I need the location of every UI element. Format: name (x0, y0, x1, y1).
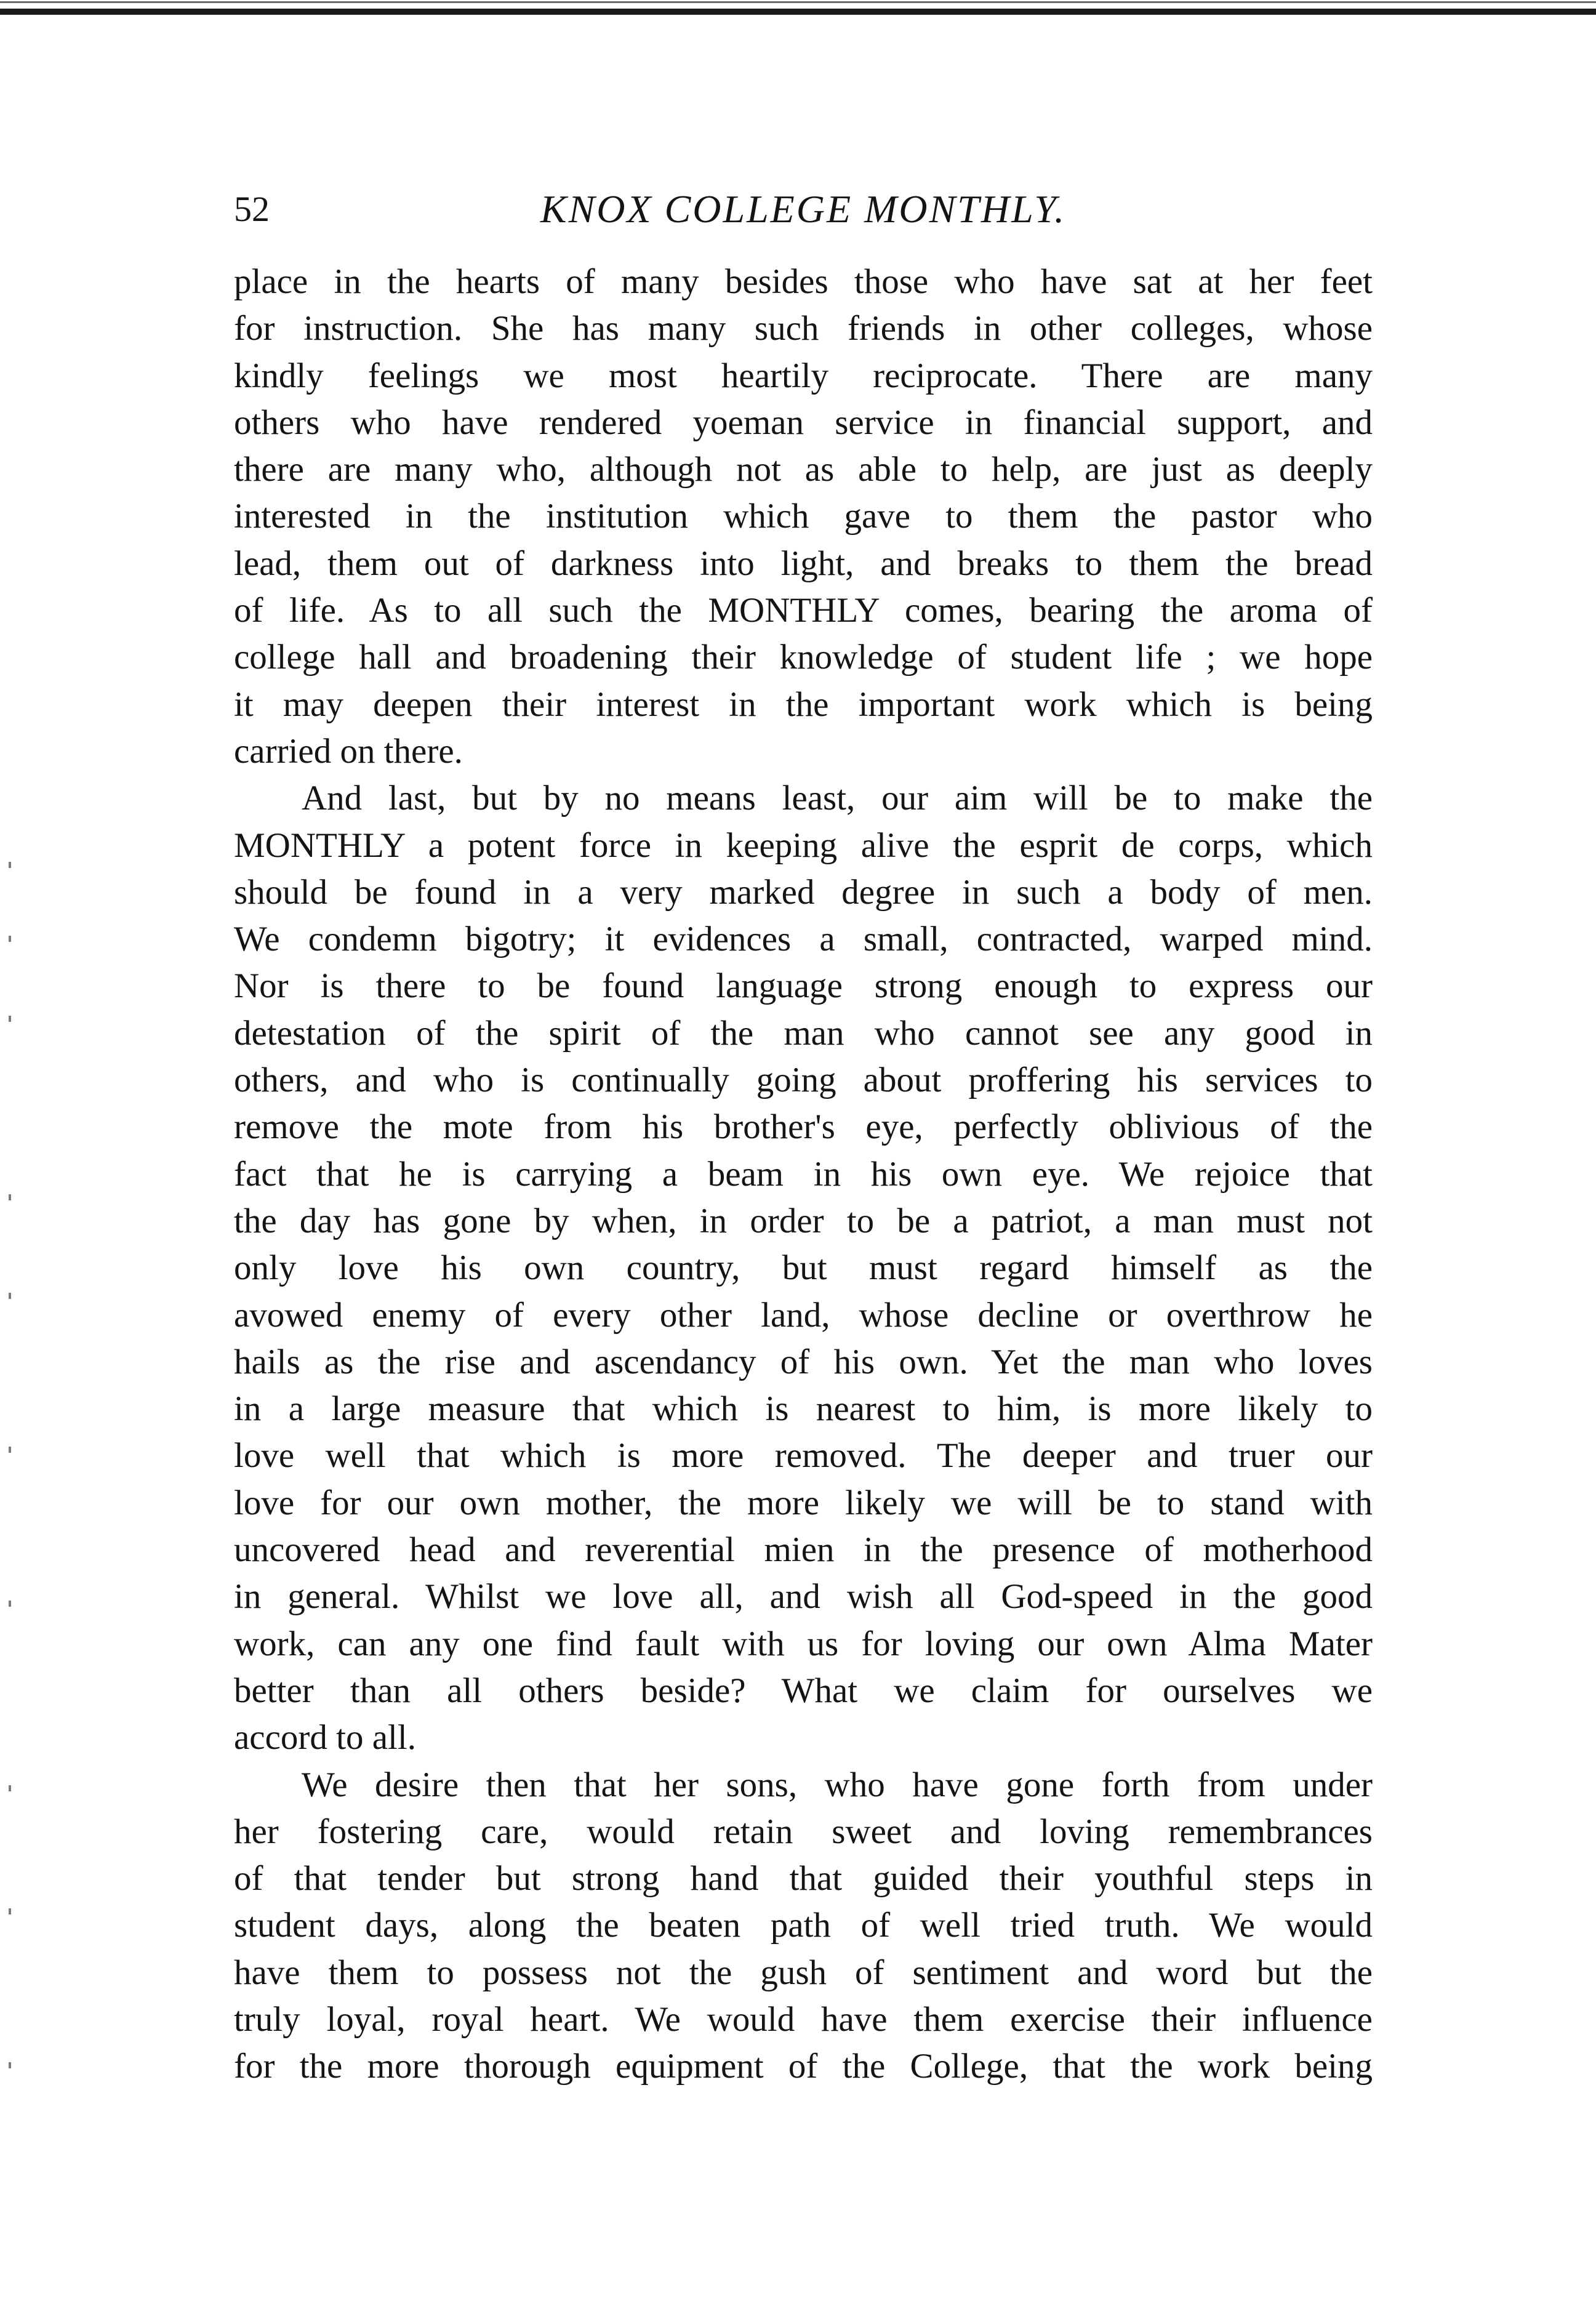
text-line: there are many who, although not as able to help, are just as deeply (234, 450, 1373, 489)
text-line: truly loyal, royal heart. We would have them exercise their influence (234, 1999, 1373, 2039)
text-line: remove the mote from his brother's eye, perfectly oblivious of the (234, 1107, 1373, 1147)
margin-speck (9, 862, 11, 868)
margin-speck (9, 1785, 11, 1791)
text-line: accord to all. (234, 1718, 416, 1758)
text-line: for instruction. She has many such friends in other colleges, whose (234, 309, 1373, 348)
text-line: fact that he is carrying a beam in his own eye. We rejoice that (234, 1154, 1373, 1194)
margin-speck (9, 1293, 11, 1299)
text-line: should be found in a very marked degree in such a body of men. (234, 872, 1373, 912)
text-line: work, can any one find fault with us for loving our own Alma Mater (234, 1624, 1373, 1663)
text-line: her fostering care, would retain sweet and loving remembrances (234, 1812, 1373, 1851)
text-line: avowed enemy of every other land, whose decline or overthrow he (234, 1295, 1373, 1335)
margin-speck (9, 1908, 11, 1914)
text-line: others, and who is continually going about proffering his services to (234, 1061, 1373, 1100)
margin-speck (9, 1194, 11, 1200)
journal-title: KNOX COLLEGE MONTHLY. (540, 187, 1067, 231)
text-line: others who have rendered yoeman service in financial support, and (234, 403, 1373, 442)
running-head (234, 185, 1373, 234)
text-line: in a large measure that which is nearest to him, is more likely to (234, 1389, 1373, 1429)
text-line: carried on there. (234, 731, 463, 771)
text-line: it may deepen their interest in the important work which is being (234, 685, 1373, 724)
text-line: Nor is there to be found language strong enough to express our (234, 966, 1373, 1006)
text-line: place in the hearts of many besides those who have sat at her feet (234, 262, 1373, 301)
text-line: have them to possess not the gush of sentiment and word but the (234, 1953, 1373, 1992)
text-line: love well that which is more removed. The deeper and truer our (234, 1436, 1373, 1476)
text-line: We condemn bigotry; it evidences a small, contracted, warped mind. (234, 920, 1373, 959)
text-line: better than all others beside? What we claim for ourselves we (234, 1671, 1373, 1710)
text-line: We desire then that her sons, who have gone forth from under (302, 1765, 1373, 1804)
text-line: the day has gone by when, in order to be a patriot, a man must not (234, 1201, 1373, 1240)
margin-speck (9, 936, 11, 942)
text-line: uncovered head and reverential mien in the presence of motherhood (234, 1530, 1373, 1570)
text-line: of that tender but strong hand that guided their youthful steps in (234, 1859, 1373, 1898)
text-line: college hall and broadening their knowledge of student life ; we hope (234, 638, 1373, 677)
margin-speck (9, 1447, 11, 1453)
text-line: MONTHLY a potent force in keeping alive the esprit de corps, which (234, 826, 1373, 865)
text-line: love for our own mother, the more likely we will be to stand with (234, 1483, 1373, 1522)
text-line: lead, them out of darkness into light, and breaks to them the bread (234, 544, 1373, 583)
text-line: student days, along the beaten path of well tried truth. We would (234, 1906, 1373, 1945)
text-line: interested in the institution which gave to them the pastor who (234, 497, 1373, 536)
text-line: kindly feelings we most heartily reciprocate. There are many (234, 356, 1373, 395)
text-line: in general. Whilst we love all, and wish all God-speed in the good (234, 1577, 1373, 1617)
text-line: of life. As to all such the MONTHLY comes, bearing the aroma of (234, 591, 1373, 630)
top-edge-line (0, 1, 1596, 3)
margin-speck (9, 1016, 11, 1022)
body-text (234, 259, 1373, 2091)
text-line: for the more thorough equipment of the College, that the work being (234, 2047, 1373, 2086)
text-line: hails as the rise and ascendancy of his own. Yet the man who loves (234, 1342, 1373, 1381)
top-border-rule (0, 9, 1596, 15)
text-line: detestation of the spirit of the man who cannot see any good in (234, 1013, 1373, 1053)
text-line: And last, but by no means least, our aim will be to make the (302, 779, 1373, 818)
margin-speck (9, 2062, 11, 2068)
page-number: 52 (234, 189, 270, 229)
margin-speck (9, 1601, 11, 1607)
scan-margin-specks (9, 862, 15, 2216)
text-line: only love his own country, but must regard himself as the (234, 1248, 1373, 1288)
